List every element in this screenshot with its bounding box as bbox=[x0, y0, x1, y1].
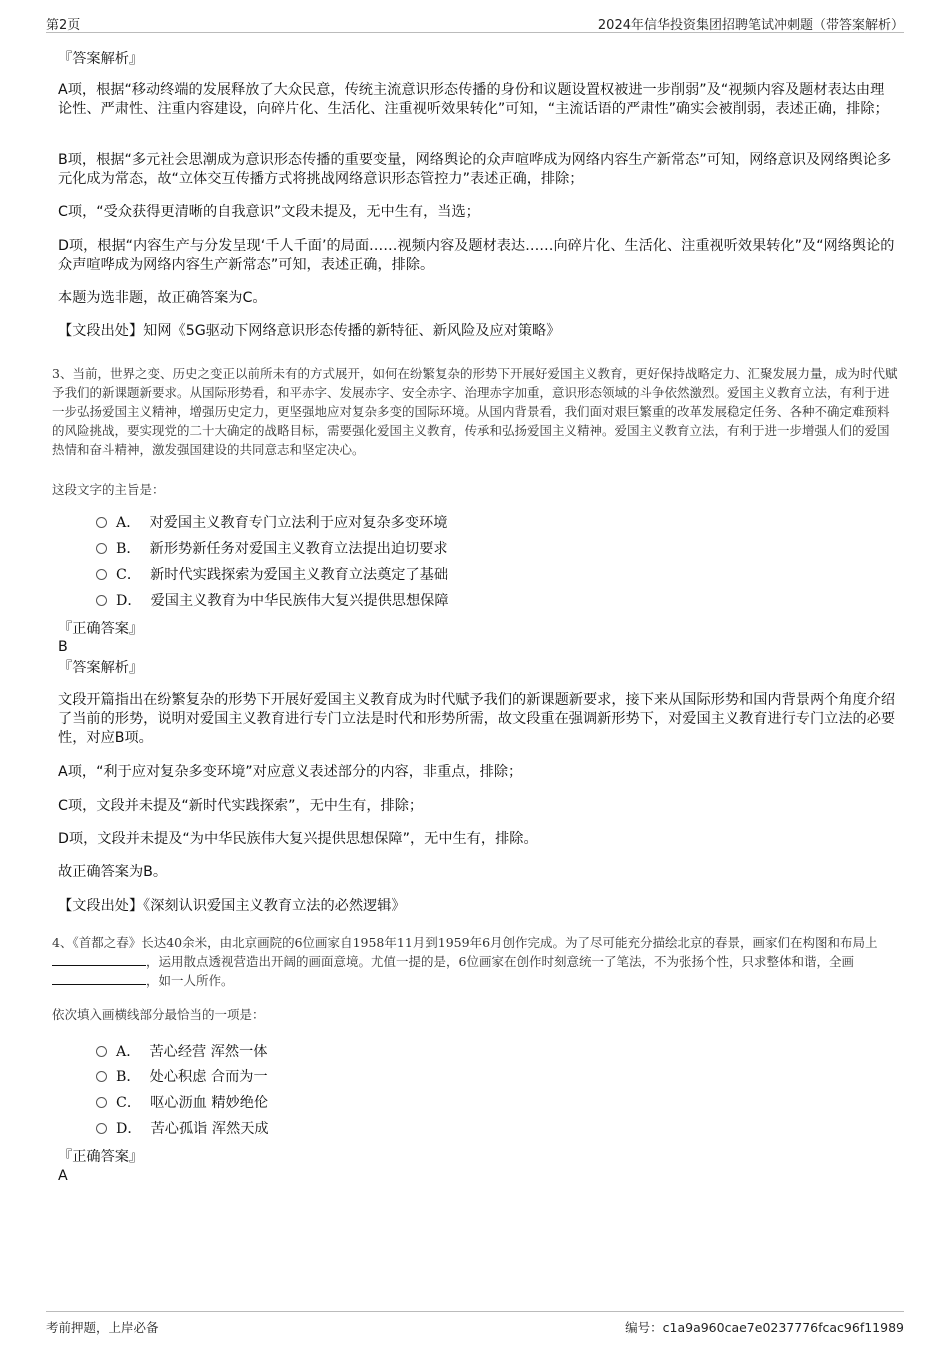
option-key: D． bbox=[116, 593, 142, 609]
radio-icon[interactable] bbox=[96, 569, 107, 580]
q4-option-b[interactable] bbox=[96, 1068, 268, 1086]
option-key: B． bbox=[116, 1069, 141, 1085]
q3-stem: 3、当前，世界之变、历史之变正以前所未有的方式展开，如何在纷繁复杂的形势下开展好爱国主义教育，更好保持战略定力、汇聚发展力量，成为时代赋予我们的新课题新要求。从国际形势看，和平赤字、发展赤字、安全赤字、治理赤字加重，意识形态领域的斗争依然激烈。爱国主义教育立法，有利于进一步弘扬爱国主义精神，增强历史定力，更坚强地应对复杂多变的国际环境。从国内背景看，我们面对艰巨繁重的改革发展稳定任务、各种不确定难预料的风险挑战，要实现党的二十大确定的战略目标，需要强化爱国主义教育，传承和弘扬爱国主义精神。爱国主义教育立法，有利于进一步增强人们的爱国热情和奋斗精神，激发强国建设的共同意志和坚定决心。 bbox=[52, 366, 898, 457]
fill-blank-1 bbox=[52, 953, 146, 966]
option-key: C． bbox=[116, 567, 142, 583]
q4-answer: A bbox=[58, 1168, 68, 1184]
q4-stem-part-3: ，如一人所作。 bbox=[146, 973, 234, 988]
q3-analysis-a: A项，“利于应对复杂多变环境”对应意义表述部分的内容，非重点，排除； bbox=[58, 764, 523, 780]
q3-analysis: 文段开篇指出在纷繁复杂的形势下开展好爱国主义教育成为时代赋予我们的新课题新要求，接下来从国际形势和国内背景两个角度介绍了当前的形势，说明对爱国主义教育进行专门立法是时代和形势所需，故文段重在强调新形势下，对爱国主义教育进行专门立法的必要性，对应B项。 bbox=[58, 692, 896, 746]
q2-analysis-a: A项，根据“移动终端的发展释放了大众民意，传统主流意识形态传播的身份和议题设置权被进一步削弱”及“视频内容及题材表达由理论性、严肃性、注重内容建设，向碎片化、生活化、注重视听效果转化”可知，“主流话语的严肃性”确实会被削弱，表述正确，排除； bbox=[58, 82, 889, 117]
q2-source: 【文段出处】知网《5G驱动下网络意识形态传播的新特征、新风险及应对策略》 bbox=[58, 323, 561, 339]
footer-slogan: 考前押题，上岸必备 bbox=[46, 1320, 159, 1335]
option-text: 新形势新任务对爱国主义教育立法提出迫切要求 bbox=[149, 541, 448, 557]
radio-icon[interactable] bbox=[96, 1097, 107, 1108]
q2-analysis-label: 『答案解析』 bbox=[58, 51, 144, 67]
option-key: A． bbox=[116, 515, 141, 531]
q4-stem-part-1: 4、《首都之春》长达40余米，由北京画院的6位画家自1958年11月到1959年6月创作完成。为了尽可能充分描绘北京的春景，画家们在构图和布局上 bbox=[52, 935, 878, 950]
q3-source: 【文段出处】《深刻认识爱国主义教育立法的必然逻辑》 bbox=[58, 898, 406, 914]
option-key: C． bbox=[116, 1095, 142, 1111]
q4-stem-part-2: ，运用散点透视营造出开阔的画面意境。尤值一提的是，6位画家在创作时刻意统一了笔法，不为张扬个性，只求整体和谐，全画 bbox=[146, 954, 854, 969]
radio-icon[interactable] bbox=[96, 1123, 107, 1134]
document-title: 2024年信华投资集团招聘笔试冲刺题（带答案解析） bbox=[597, 18, 904, 33]
q2-analysis-d: D项，根据“内容生产与分发呈现‘千人千面’的局面……视频内容及题材表达……向碎片化、生活化、注重视听效果转化”及“网络舆论的众声喧哗成为网络内容生产新常态”可知，表述正确，排除。 bbox=[58, 238, 895, 273]
q3-analysis-d: D项，文段并未提及“为中华民族伟大复兴提供思想保障”，无中生有，排除。 bbox=[58, 831, 538, 847]
page-header bbox=[46, 12, 904, 33]
page-number: 第2页 bbox=[46, 18, 81, 33]
q4-answer-label: 『正确答案』 bbox=[58, 1149, 144, 1165]
q3-option-a[interactable] bbox=[96, 514, 447, 532]
q2-conclusion: 本题为选非题，故正确答案为C。 bbox=[58, 290, 267, 306]
option-key: A． bbox=[116, 1044, 141, 1060]
option-key: D． bbox=[116, 1121, 142, 1137]
q4-question: 依次填入画横线部分最恰当的一项是： bbox=[52, 1007, 265, 1022]
option-text: 对爱国主义教育专门立法利于应对复杂多变环境 bbox=[149, 515, 448, 531]
option-text: 苦心经营 浑然一体 bbox=[149, 1044, 268, 1060]
radio-icon[interactable] bbox=[96, 1046, 107, 1057]
q4-option-d[interactable] bbox=[96, 1120, 269, 1138]
q3-option-c[interactable] bbox=[96, 566, 448, 584]
radio-icon[interactable] bbox=[96, 595, 107, 606]
q3-conclusion: 故正确答案为B。 bbox=[58, 864, 168, 880]
q2-analysis-b: B项，根据“多元社会思潮成为意识形态传播的重要变量，网络舆论的众声喧哗成为网络内容生产新常态”可知，网络意识及网络舆论多元化成为常态，故“立体交互传播方式将挑战网络意识形态管控力”表述正确，排除； bbox=[58, 152, 892, 187]
option-text: 苦心孤诣 浑然天成 bbox=[150, 1121, 269, 1137]
radio-icon[interactable] bbox=[96, 1071, 107, 1082]
option-key: B． bbox=[116, 541, 141, 557]
q3-option-b[interactable] bbox=[96, 540, 448, 558]
q4-option-c[interactable] bbox=[96, 1094, 268, 1112]
q4-option-a[interactable] bbox=[96, 1043, 267, 1061]
option-text: 新时代实践探索为爱国主义教育立法奠定了基础 bbox=[150, 567, 449, 583]
option-text: 处心积虑 合而为一 bbox=[149, 1069, 268, 1085]
radio-icon[interactable] bbox=[96, 517, 107, 528]
page-footer bbox=[46, 1311, 904, 1335]
option-text: 呕心沥血 精妙绝伦 bbox=[150, 1095, 269, 1111]
q3-option-d[interactable] bbox=[96, 592, 449, 610]
q3-answer-label: 『正确答案』 bbox=[58, 621, 144, 637]
q3-analysis-label: 『答案解析』 bbox=[58, 660, 144, 676]
fill-blank-2 bbox=[52, 972, 146, 985]
q4-stem bbox=[52, 933, 898, 990]
q3-analysis-c: C项，文段并未提及“新时代实践探索”，无中生有，排除； bbox=[58, 798, 424, 814]
q3-answer: B bbox=[58, 639, 68, 655]
document-id: 编号：c1a9a960cae7e0237776fcac96f11989 bbox=[625, 1320, 904, 1335]
radio-icon[interactable] bbox=[96, 543, 107, 554]
q3-question: 这段文字的主旨是： bbox=[52, 482, 165, 497]
option-text: 爱国主义教育为中华民族伟大复兴提供思想保障 bbox=[150, 593, 449, 609]
q2-analysis-c: C项，“受众获得更清晰的自我意识”文段未提及，无中生有，当选； bbox=[58, 204, 480, 220]
